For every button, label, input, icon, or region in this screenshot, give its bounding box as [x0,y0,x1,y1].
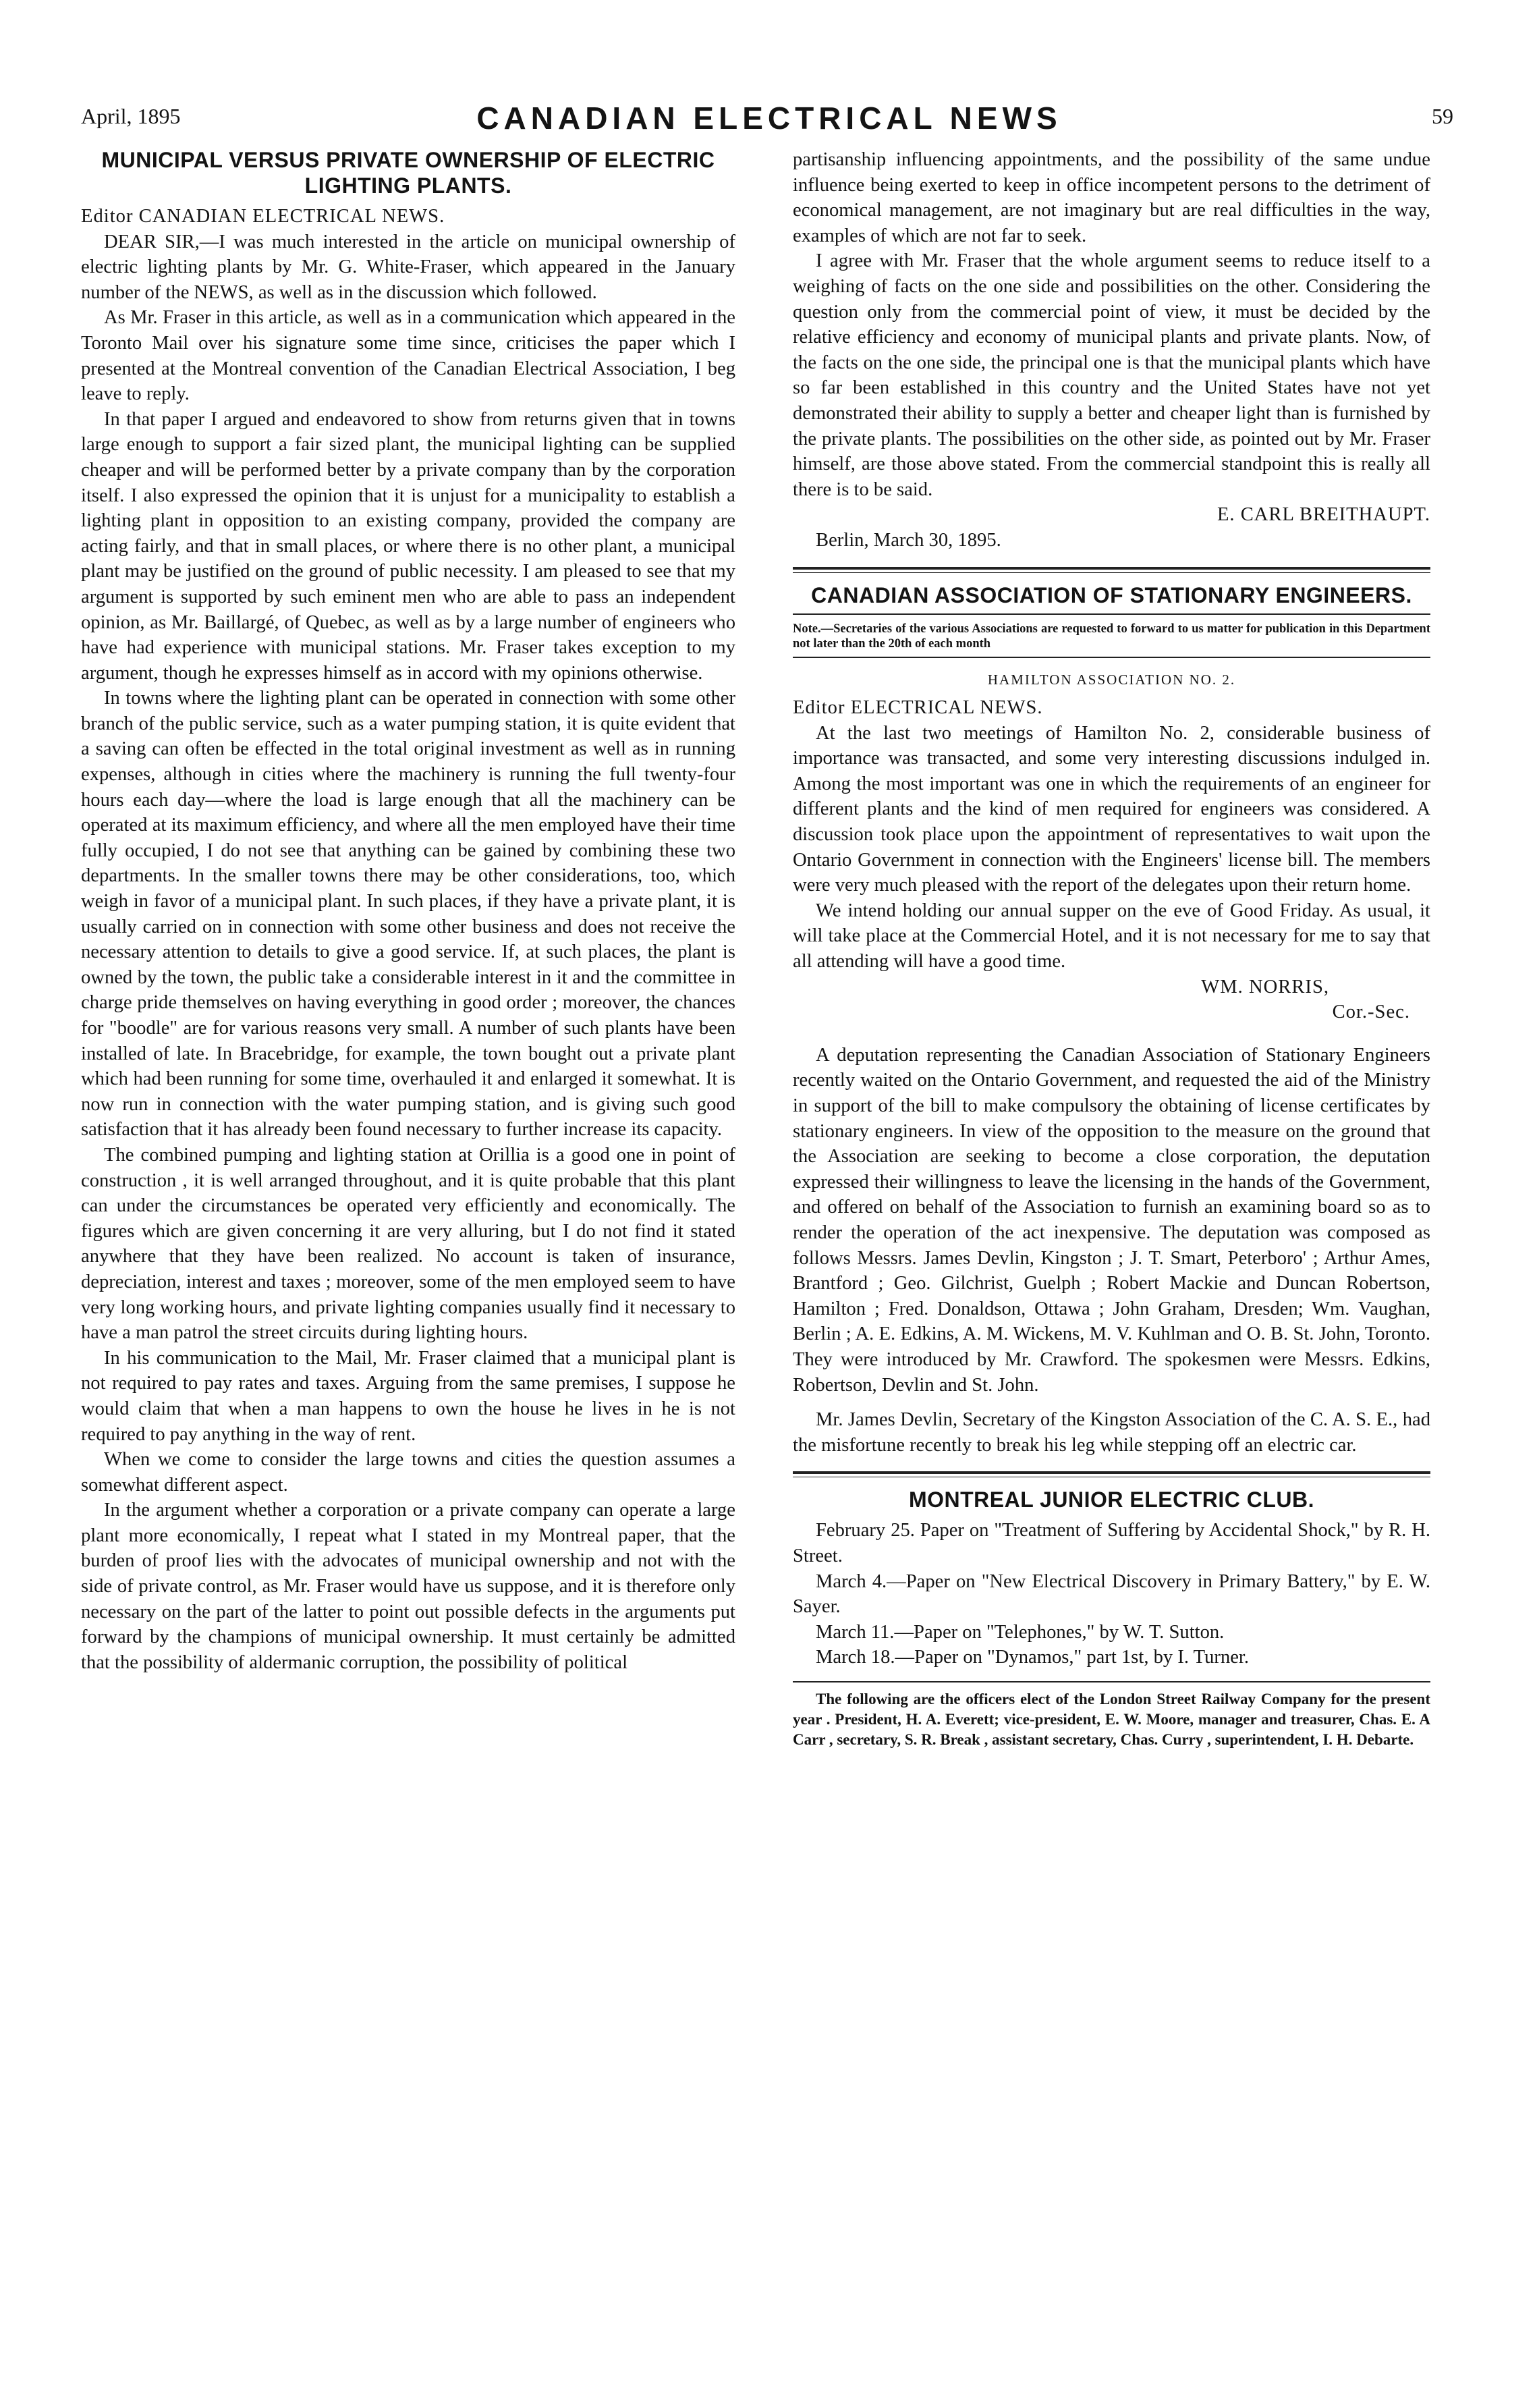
article-paragraph: In the argument whether a corporation or a private company can operate a large plant more economically, I repeat what I stated in my Montreal paper, that the burden of proof lies with the advocates of municipal ownership and not with the side of private control, as Mr. Fraser would have us suppose, and it is therefore only necessary on the part of the latter to point out possible defects in the arguments put forward by the champions of municipal ownership. It must certainly be admitted that the possibility of aldermanic corruption, the possibility of political [81,1500,735,1673]
article-paragraph: In his communication to the Mail, Mr. Fraser claimed that a municipal plant is not required to pay rates and taxes. Arguing from the same premises, I suppose he would claim that when a man happens to own the house he lives in he is not required to pay anything in the way of rent. [81,1347,735,1445]
footer-notice: The following are the officers elect of the London Street Railway Company for the present year . President, H. A. Everett; vice-president, E. W. Moore, manager and treasurer, Chas. E. A Carr , secretary, S. R. Break , assistant secretary, Chas. Curry , superintendent, I. H. Debarte. [793,1690,1430,1748]
masthead-title: CANADIAN ELECTRICAL NEWS [476,101,1062,136]
section-headline: CANADIAN ASSOCIATION OF STATIONARY ENGINEERS. [811,582,1412,607]
section-divider [793,1681,1430,1682]
article-paragraph: In towns where the lighting plant can be operated in connection with some other branch of the public service, such as a water pumping station, it is quite evident that a saving can often be effected in the total original investment as well as in running expenses, although in cities where the machinery is running the full twenty-four hours each day—where the load is large enough that all the machinery can be operated at its maximum efficiency, and where all the men employed have their time fully occupied, I do not see that anything can be gained by combining these two departments. In the smaller towns there may be other considerations, too, which weigh in favor of a municipal plant. In such places, if they have a private plant, it is usually carried on in connection with some other business and does not receive the necessary attention to details to give a good service. If, at such places, the plant is owned by the town, the public take a considerable interest in it and the committee in charge pride themselves on having everything in good order ; moreover, the chances for "boodle" are for various reasons very small. A number of such plants have been installed of late. In Bracebridge, for example, the town bought out a private plant which had been running for some time, overhauled it and enlarged it somewhat. It is now run in connection with the water pumping station, and is giving such good satisfaction that it has already been found necessary to further increase its capacity. [81,688,735,1141]
right-column [793,147,1430,1750]
article-paragraph: The combined pumping and lighting station at Orillia is a good one in point of construction , it is well arranged throughout, and it is quite probable that this plant can under the circumstances be operated very efficiently and economically. The figures which are given concerning it are very alluring, but I do not find it stated anywhere that they have been realized. No account is taken of insurance, depreciation, interest and taxes ; moreover, some of the men employed seem to have very long working hours, and private lighting companies usually find it necessary to have a man patrol the street circuits during lighting hours. [81,1144,735,1344]
editor-salutation: Editor CANADIAN ELECTRICAL NEWS. [81,206,445,227]
author-title: Cor.-Sec. [1332,1002,1410,1023]
section-divider [793,657,1430,658]
article-paragraph: Mr. James Devlin, Secretary of the Kingston Association of the C. A. S. E., had the misfortune recently to break his leg while stepping off an electric car. [793,1409,1430,1456]
section-divider [793,613,1430,615]
author-signature: E. CARL BREITHAUPT. [1217,504,1430,526]
editor-salutation: Editor ELECTRICAL NEWS. [793,697,1043,719]
issue-date: April, 1895 [81,104,181,128]
article-paragraph: A deputation representing the Canadian Association of Stationary Engineers recently waited on the Ontario Government, and requested the aid of the Ministry in support of the bill to make compulsory the obtaining of license certificates by stationary engineers. In view of the opposition to the measure on the ground that the Association are seeking to become a close corporation, the deputation expressed their willingness to leave the licensing in the hands of the Government, and offered on behalf of the Association to furnish an examining board so as to render the operation of the act inexpensive. The deputation was composed as follows Messrs. James Devlin, Kingston ; J. T. Smart, Peterboro' ; Arthur Ames, Brantford ; Geo. Gilchrist, Guelph ; Robert Mackie and Duncan Robertson, Hamilton ; Fred. Donaldson, Ottawa ; John Graham, Dresden; Wm. Vaughan, Berlin ; A. E. Edkins, A. M. Wickens, M. V. Kuhlman and O. B. St. John, Toronto. They were introduced by Mr. Crawford. The spokesmen were Messrs. Edkins, Robertson, Devlin and St. John. [793,1044,1430,1396]
article-paragraph: I agree with Mr. Fraser that the whole argument seems to reduce itself to a weighing of facts on the one side and possibilities on the other. Considering the question only from the commercial point of view, it must be decided by the relative efficiency and economy of municipal plants and private plants. Now, of the facts on the one side, the principal one is that the municipal plants which have so far been established in this country and the United States have not yet demonstrated their ability to supply a better and cheaper light than is furnished by the private plants. The possibilities on the other side, as pointed out by Mr. Fraser himself, are those above stated. From the commercial standpoint this is really all there is to be said. [793,250,1430,500]
author-signature: WM. NORRIS, [1201,976,1329,997]
article-paragraph: We intend holding our annual supper on the eve of Good Friday. As usual, it will take place at the Commercial Hotel, and it is not necessary for me to say that all attending will have a good time. [793,900,1430,973]
club-schedule-item: March 11.—Paper on "Telephones," by W. T. Sutton. [816,1621,1225,1643]
spacer [793,1398,1430,1407]
article-paragraph: In that paper I argued and endeavored to show from returns given that in towns large enough to support a fair sized plant, the municipal lighting can be supplied cheaper and will be performed better by a private company than by the corporation itself. I also expressed the opinion that it is unjust for a municipality to establish a lighting plant in opposition to an existing company, provided the company are acting fairly, and that in small places, or where there is no other plant, a municipal plant may be justified on the ground of public necessity. I am pleased to see that my argument is supported by such eminent men who are able to pass an independent opinion, as Mr. Baillargé, of Quebec, as well as by a large number of engineers who have had experience with municipal stations. Mr. Fraser takes exception to my argument, though he expresses himself as in accord with my opinions otherwise. [81,408,735,684]
club-schedule-item: February 25. Paper on "Treatment of Suffering by Accidental Shock," by R. H. Street. [793,1520,1430,1566]
article-paragraph: As Mr. Fraser in this article, as well as in a communication which appeared in the Toronto Mail over his signature some time since, criticises the paper which I presented at the Montreal convention of the Canadian Electrical Association, I beg leave to reply. [81,307,735,405]
club-schedule-item: March 18.—Paper on "Dynamos," part 1st, by I. Turner. [816,1647,1250,1668]
spacer [793,1025,1430,1043]
article-paragraph: partisanship influencing appointments, and the possibility of the same undue influence being exerted to keep in office incompetent persons to the detriment of economical management, are not imaginary but are real difficulties in the way, examples of which are not far to seek. [793,149,1430,246]
section-divider [793,567,1430,573]
article-paragraph: DEAR SIR,—I was much interested in the article on municipal ownership of electric lighting plants by Mr. G. White-Fraser, which appeared in the January number of the NEWS, as well as in the discussion which followed. [81,231,735,303]
page-header [81,100,1457,140]
article-paragraph: At the last two meetings of Hamilton No. 2, considerable business of importance was transacted, and some very interesting discussions indulged in. Among the most important was one in which the requirements of an engineer for different plants and the kind of men required for engineers was considered. A discussion took place upon the appointment of representatives to wait upon the Ontario Government in connection with the Engineers' license bill. The members were very much pleased with the report of the delegates upon their return home. [793,722,1430,896]
section-headline: MONTREAL JUNIOR ELECTRIC CLUB. [908,1487,1315,1512]
section-divider [793,1471,1430,1477]
editorial-note: Note.—Secretaries of the various Associations are requested to forward to us matter for publication in this Department not later than the 20th of each month [793,622,1430,651]
association-subhead: HAMILTON ASSOCIATION NO. 2. [987,671,1236,688]
club-schedule-item: March 4.—Paper on "New Electrical Discovery in Primary Battery," by E. W. Sayer. [793,1570,1430,1618]
dateline: Berlin, March 30, 1895. [816,529,1001,551]
article-paragraph: When we come to consider the large towns and cities the question assumes a somewhat different aspect. [81,1449,735,1496]
page-number: 59 [1432,104,1453,128]
article-headline: MUNICIPAL VERSUS PRIVATE OWNERSHIP OF ELECTRIC LIGHTING PLANTS. [101,148,715,198]
left-column [81,147,735,1675]
